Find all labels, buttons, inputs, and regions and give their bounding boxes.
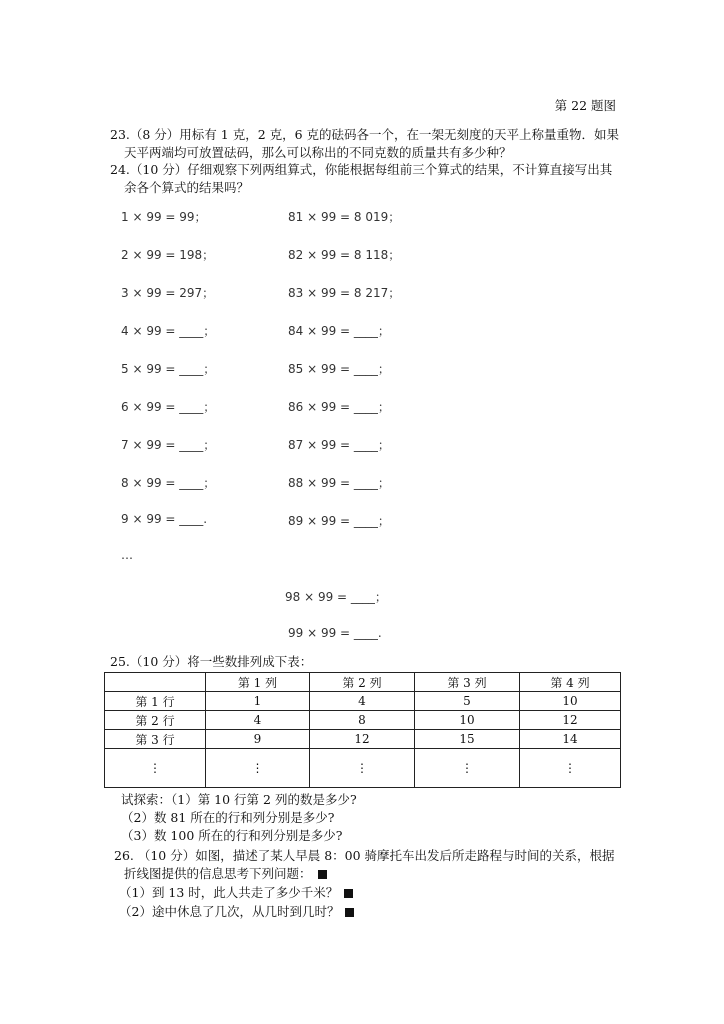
table-cell: ⋮	[206, 749, 310, 788]
equation-right: 86 × 99 = ____；	[288, 400, 390, 414]
figure-caption: 第 22 题图	[554, 98, 616, 113]
table-cell: ⋮	[415, 749, 520, 788]
table-cell: 第 3 行	[105, 730, 206, 749]
q23-line-1: 23.（8 分）用标有 1 克，2 克，6 克的砝码各一个，在一架无刻度的天平上称量重物．如果	[110, 127, 620, 142]
q24-line-1: 24.（10 分）仔细观察下列两组算式，你能根据每组前三个算式的结果，不计算直接写出其	[110, 162, 613, 177]
equation-right: 89 × 99 = ____；	[288, 514, 390, 528]
table-header-cell: 第 3 列	[415, 673, 520, 692]
equation-left: 9 × 99 = ____.	[121, 512, 208, 526]
table-cell: 5	[415, 692, 520, 711]
equation-left: 4 × 99 = ____；	[121, 324, 216, 338]
table-cell: 第 2 行	[105, 711, 206, 730]
equation-right: 88 × 99 = ____；	[288, 476, 390, 490]
q25-sub-3: （3）数 100 所在的行和列分别是多少?	[121, 828, 343, 843]
q25-title: 25.（10 分）将一些数排列成下表：	[110, 654, 313, 669]
table-header-cell: 第 1 列	[206, 673, 310, 692]
equation-right: 84 × 99 = ____；	[288, 324, 390, 338]
equation-left: 1 × 99 = 99；	[121, 210, 207, 224]
placeholder-square-icon	[318, 870, 327, 879]
q24-line-2: 余各个算式的结果吗？	[124, 180, 250, 195]
table-cell: 4	[206, 711, 310, 730]
equation-left: 2 × 99 = 198；	[121, 248, 215, 262]
placeholder-square-icon	[344, 889, 353, 898]
equation-left: 5 × 99 = ____；	[121, 362, 216, 376]
table-cell: 12	[520, 711, 621, 730]
equation-right: 87 × 99 = ____；	[288, 438, 390, 452]
q26-line-2: 折线图提供的信息思考下列问题：	[124, 866, 312, 881]
table-cell: 10	[520, 692, 621, 711]
equation-right: 83 × 99 = 8 217；	[288, 286, 401, 300]
q26-sub-2-wrap	[119, 903, 354, 921]
equation-tail-1: 98 × 99 = ____；	[285, 590, 387, 604]
equation-right: 82 × 99 = 8 118；	[288, 248, 401, 262]
table-cell: 4	[310, 692, 415, 711]
table-cell: 15	[415, 730, 520, 749]
equation-right: 85 × 99 = ____；	[288, 362, 390, 376]
q23-line-2: 天平两端均可放置砝码，那么可以称出的不同克数的质量共有多少种？	[124, 145, 512, 160]
table-cell: ⋮	[520, 749, 621, 788]
q25-sub-1: 试探索：（1）第 10 行第 2 列的数是多少?	[121, 792, 357, 807]
equation-right: 81 × 99 = 8 019；	[288, 210, 401, 224]
q26-line-1: 26. （10 分）如图，描述了某人早晨 8：00 骑摩托车出发后所走路程与时间的关系，根据	[114, 848, 615, 863]
table-header-row	[105, 673, 621, 692]
q26-sub-2: （2）途中休息了几次，从几时到几时？	[119, 904, 340, 919]
q26-line-2-wrap	[124, 865, 327, 883]
table-header-cell: 第 4 列	[520, 673, 621, 692]
table-cell: 1	[206, 692, 310, 711]
ellipsis: …	[121, 548, 133, 562]
q26-sub-1: （1）到 13 时，此人共走了多少千米？	[119, 885, 339, 900]
placeholder-square-icon	[345, 908, 354, 917]
table-cell: 12	[310, 730, 415, 749]
table-cell: 8	[310, 711, 415, 730]
table-row	[105, 730, 621, 749]
equation-left: 6 × 99 = ____；	[121, 400, 216, 414]
table-cell: 14	[520, 730, 621, 749]
equation-left: 7 × 99 = ____；	[121, 438, 216, 452]
table-row	[105, 711, 621, 730]
table-header-cell: 第 2 列	[310, 673, 415, 692]
table-cell: 10	[415, 711, 520, 730]
table-row	[105, 692, 621, 711]
equation-left: 8 × 99 = ____；	[121, 476, 216, 490]
q26-sub-1-wrap	[119, 884, 353, 902]
table-row-ellipsis	[105, 749, 621, 788]
number-table	[104, 672, 621, 788]
table-cell: ⋮	[310, 749, 415, 788]
q25-sub-2: （2）数 81 所在的行和列分别是多少?	[121, 810, 335, 825]
equation-tail-2: 99 × 99 = ____.	[288, 626, 382, 640]
table-header-cell	[105, 673, 206, 692]
table-cell: 9	[206, 730, 310, 749]
equation-left: 3 × 99 = 297；	[121, 286, 215, 300]
table-cell: ⋮	[105, 749, 206, 788]
table-cell: 第 1 行	[105, 692, 206, 711]
